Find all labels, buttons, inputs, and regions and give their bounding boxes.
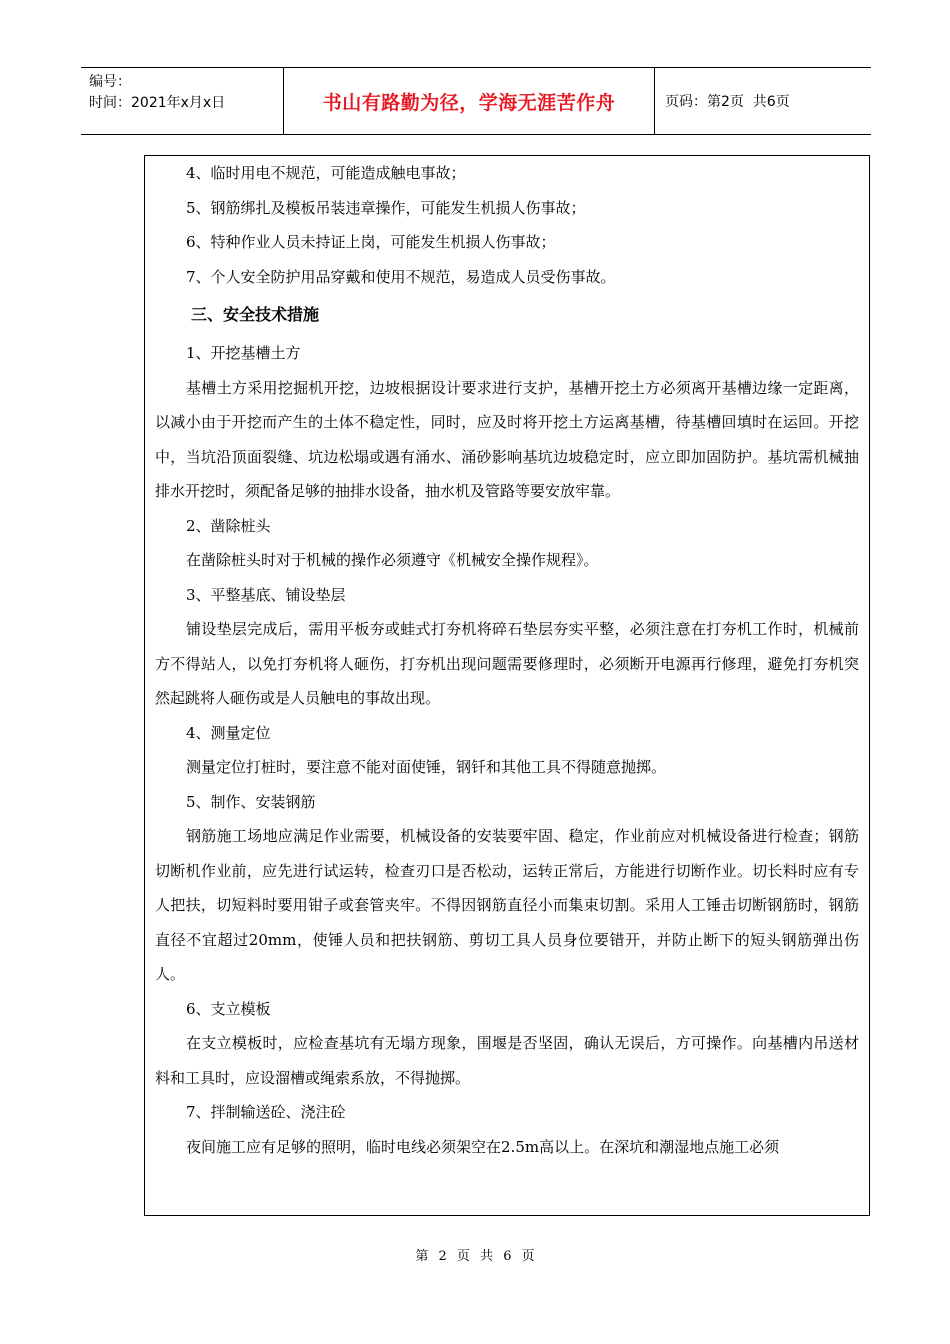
document-date-label: 时间：2021年x月x日 bbox=[89, 95, 226, 111]
body-paragraph: 夜间施工应有足够的照明，临时电线必须架空在2.5m高以上。在深坑和潮湿地点施工必须 bbox=[186, 1137, 780, 1156]
body-paragraph: 在凿除桩头时对于机械的操作必须遵守《机械安全操作规程》。 bbox=[186, 551, 599, 569]
document-number-label: 编号： bbox=[89, 74, 131, 90]
header-motto-cell bbox=[284, 68, 655, 134]
section-heading: 三、安全技术措施 bbox=[191, 305, 320, 324]
body-paragraph: 钢筋施工场地应满足作业需要，机械设备的安装要牢固、稳定，作业前应对机械设备进行检查；钢筋切断机作业前，应先进行试运转，检查刃口是否松动，运转正常后，方能进行切断作业。切长料时应有专人把扶，切短料时要用钳子或套管夹牢。不得因钢筋直径小而集束切割。采用人工锤击切断钢筋时，钢筋直径不宜超过20mm，使锤人员和把扶钢筋、剪切工具人员身位要错开，并防止断下的短头钢筋弹出伤人。 bbox=[155, 827, 859, 983]
body-paragraph: 1、开挖基槽土方 bbox=[186, 344, 301, 362]
header-motto: 书山有路勤为径，学海无涯苦作舟 bbox=[322, 91, 616, 114]
body-paragraph: 测量定位打桩时，要注意不能对面使锤，钢钎和其他工具不得随意抛掷。 bbox=[186, 758, 667, 776]
body-paragraph: 铺设垫层完成后，需用平板夯或蛙式打夯机将碎石垫层夯实平整，必须注意在打夯机工作时，机械前方不得站人，以免打夯机将人砸伤，打夯机出现问题需要修理时，必须断开电源再行修理，避免打夯机突然起跳将人砸伤或是人员触电的事故出现。 bbox=[155, 620, 859, 707]
body-paragraph: 7、拌制输送砼、浇注砼 bbox=[186, 1103, 346, 1121]
body-paragraph: 4、测量定位 bbox=[186, 723, 271, 742]
body-paragraph: 6、支立模板 bbox=[186, 999, 271, 1018]
page-header bbox=[81, 67, 871, 135]
body-paragraph: 基槽土方采用挖掘机开挖，边坡根据设计要求进行支护，基槽开挖土方必须离开基槽边缘一定距离，以减小由于开挖而产生的土体不稳定性，同时，应及时将开挖土方运离基槽，待基槽回填时在运回。开挖中，当坑沿顶面裂缝、坑边松塌或遇有涌水、涌砂影响基坑边坡稳定时，应立即加固防护。基坑需机械抽排水开挖时，须配备足够的抽排水设备，抽水机及管路等要安放牢靠。 bbox=[155, 378, 859, 500]
document-body bbox=[144, 155, 870, 1216]
body-paragraph: 4、临时用电不规范，可能造成触电事故； bbox=[186, 164, 466, 182]
body-paragraph: 在支立模板时，应检查基坑有无塌方现象，围堰是否坚固，确认无误后，方可操作。向基槽内吊送材料和工具时，应设溜槽或绳索系放，不得抛掷。 bbox=[155, 1034, 859, 1087]
body-paragraph: 2、凿除桩头 bbox=[186, 516, 271, 535]
header-info-cell bbox=[81, 68, 284, 134]
body-paragraph: 5、制作、安装钢筋 bbox=[186, 792, 316, 811]
header-page-cell bbox=[655, 68, 871, 134]
header-page-number: 页码：第2页 共6页 bbox=[665, 94, 790, 110]
body-paragraph: 5、钢筋绑扎及模板吊装违章操作，可能发生机损人伤事故； bbox=[186, 198, 586, 217]
body-paragraph: 6、特种作业人员未持证上岗，可能发生机损人伤事故； bbox=[186, 233, 556, 251]
body-paragraph: 7、个人安全防护用品穿戴和使用不规范，易造成人员受伤事故。 bbox=[186, 267, 616, 286]
page-footer: 第 2 页 共 6 页 bbox=[415, 1249, 535, 1264]
body-paragraph: 3、平整基底、铺设垫层 bbox=[186, 585, 346, 604]
